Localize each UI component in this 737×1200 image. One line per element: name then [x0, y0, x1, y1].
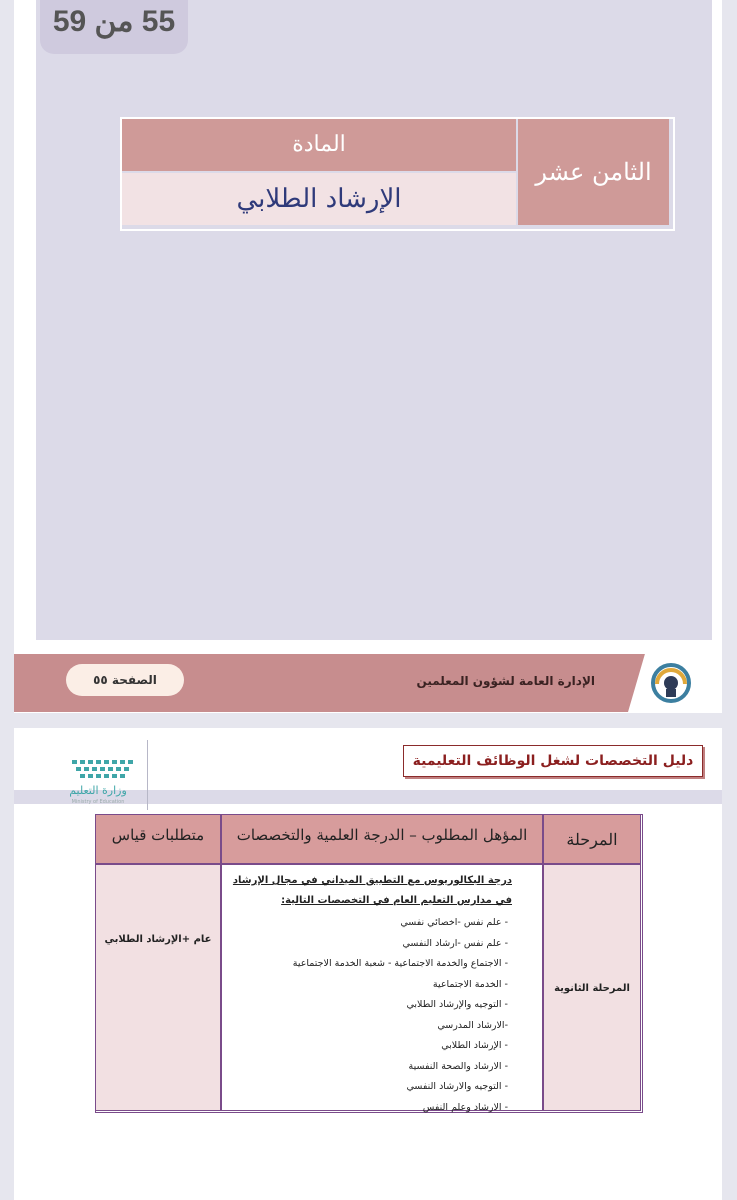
subject-name-cell: الإرشاد الطلابي — [122, 173, 516, 225]
table-cell-requirements: عام +الإرشاد الطلابي — [95, 864, 221, 1111]
logo-divider — [147, 740, 148, 810]
qualification-item: - علم نفس -ارشاد النفسي — [402, 937, 508, 949]
table-header-qualification: المؤهل المطلوب – الدرجة العلمية والتخصصات — [221, 814, 543, 864]
qualification-item: - الارشاد وعلم النفس — [422, 1101, 508, 1113]
footer-page-number: الصفحة ٥٥ — [66, 664, 184, 696]
page-counter-badge: 55 من 59 — [40, 0, 188, 54]
qualification-item: - التوجيه والارشاد النفسي — [406, 1081, 508, 1092]
qualification-intro: درجة البكالوريوس مع التطبيق الميداني في مجال الإرشاد في مدارس التعليم العام في التخصصات التالية: — [232, 875, 512, 906]
qualification-item: - الخدمة الاجتماعية — [432, 978, 508, 990]
ministry-logo-subtext: Ministry of Education — [71, 799, 125, 805]
subject-stage-cell: الثامن عشر — [518, 119, 669, 225]
subject-header-cell: المادة — [122, 119, 516, 171]
qualification-item: -الارشاد المدرسي — [437, 1019, 508, 1031]
ministry-of-education-logo — [38, 748, 146, 806]
table-header-stage: المرحلة — [543, 814, 641, 864]
qualification-item: - علم نفس -اخصائي نفسي — [400, 917, 508, 928]
ministry-logo-text: وزارة التعليم — [69, 784, 127, 797]
footer-department-title: الإدارة العامة لشؤون المعلمين — [416, 674, 595, 688]
table-cell-qualification — [221, 864, 543, 1111]
department-logo-icon — [650, 662, 692, 704]
qualification-item: - الإرشاد الطلابي — [441, 1040, 508, 1051]
qualification-item: - الارشاد والصحة النفسية — [408, 1060, 508, 1072]
qualification-list — [222, 913, 512, 1118]
qualification-item: - التوجيه والإرشاد الطلابي — [406, 999, 508, 1010]
table-cell-stage: المرحلة الثانوية — [543, 864, 641, 1111]
qualification-item: - الاجتماع والخدمة الاجتماعية - شعبة الخدمة الاجتماعية — [292, 958, 508, 969]
guide-title-box: دليل التخصصات لشغل الوظائف التعليمية — [403, 745, 703, 777]
page-content-area — [36, 0, 712, 640]
table-header-requirements: متطلبات قياس — [95, 814, 221, 864]
